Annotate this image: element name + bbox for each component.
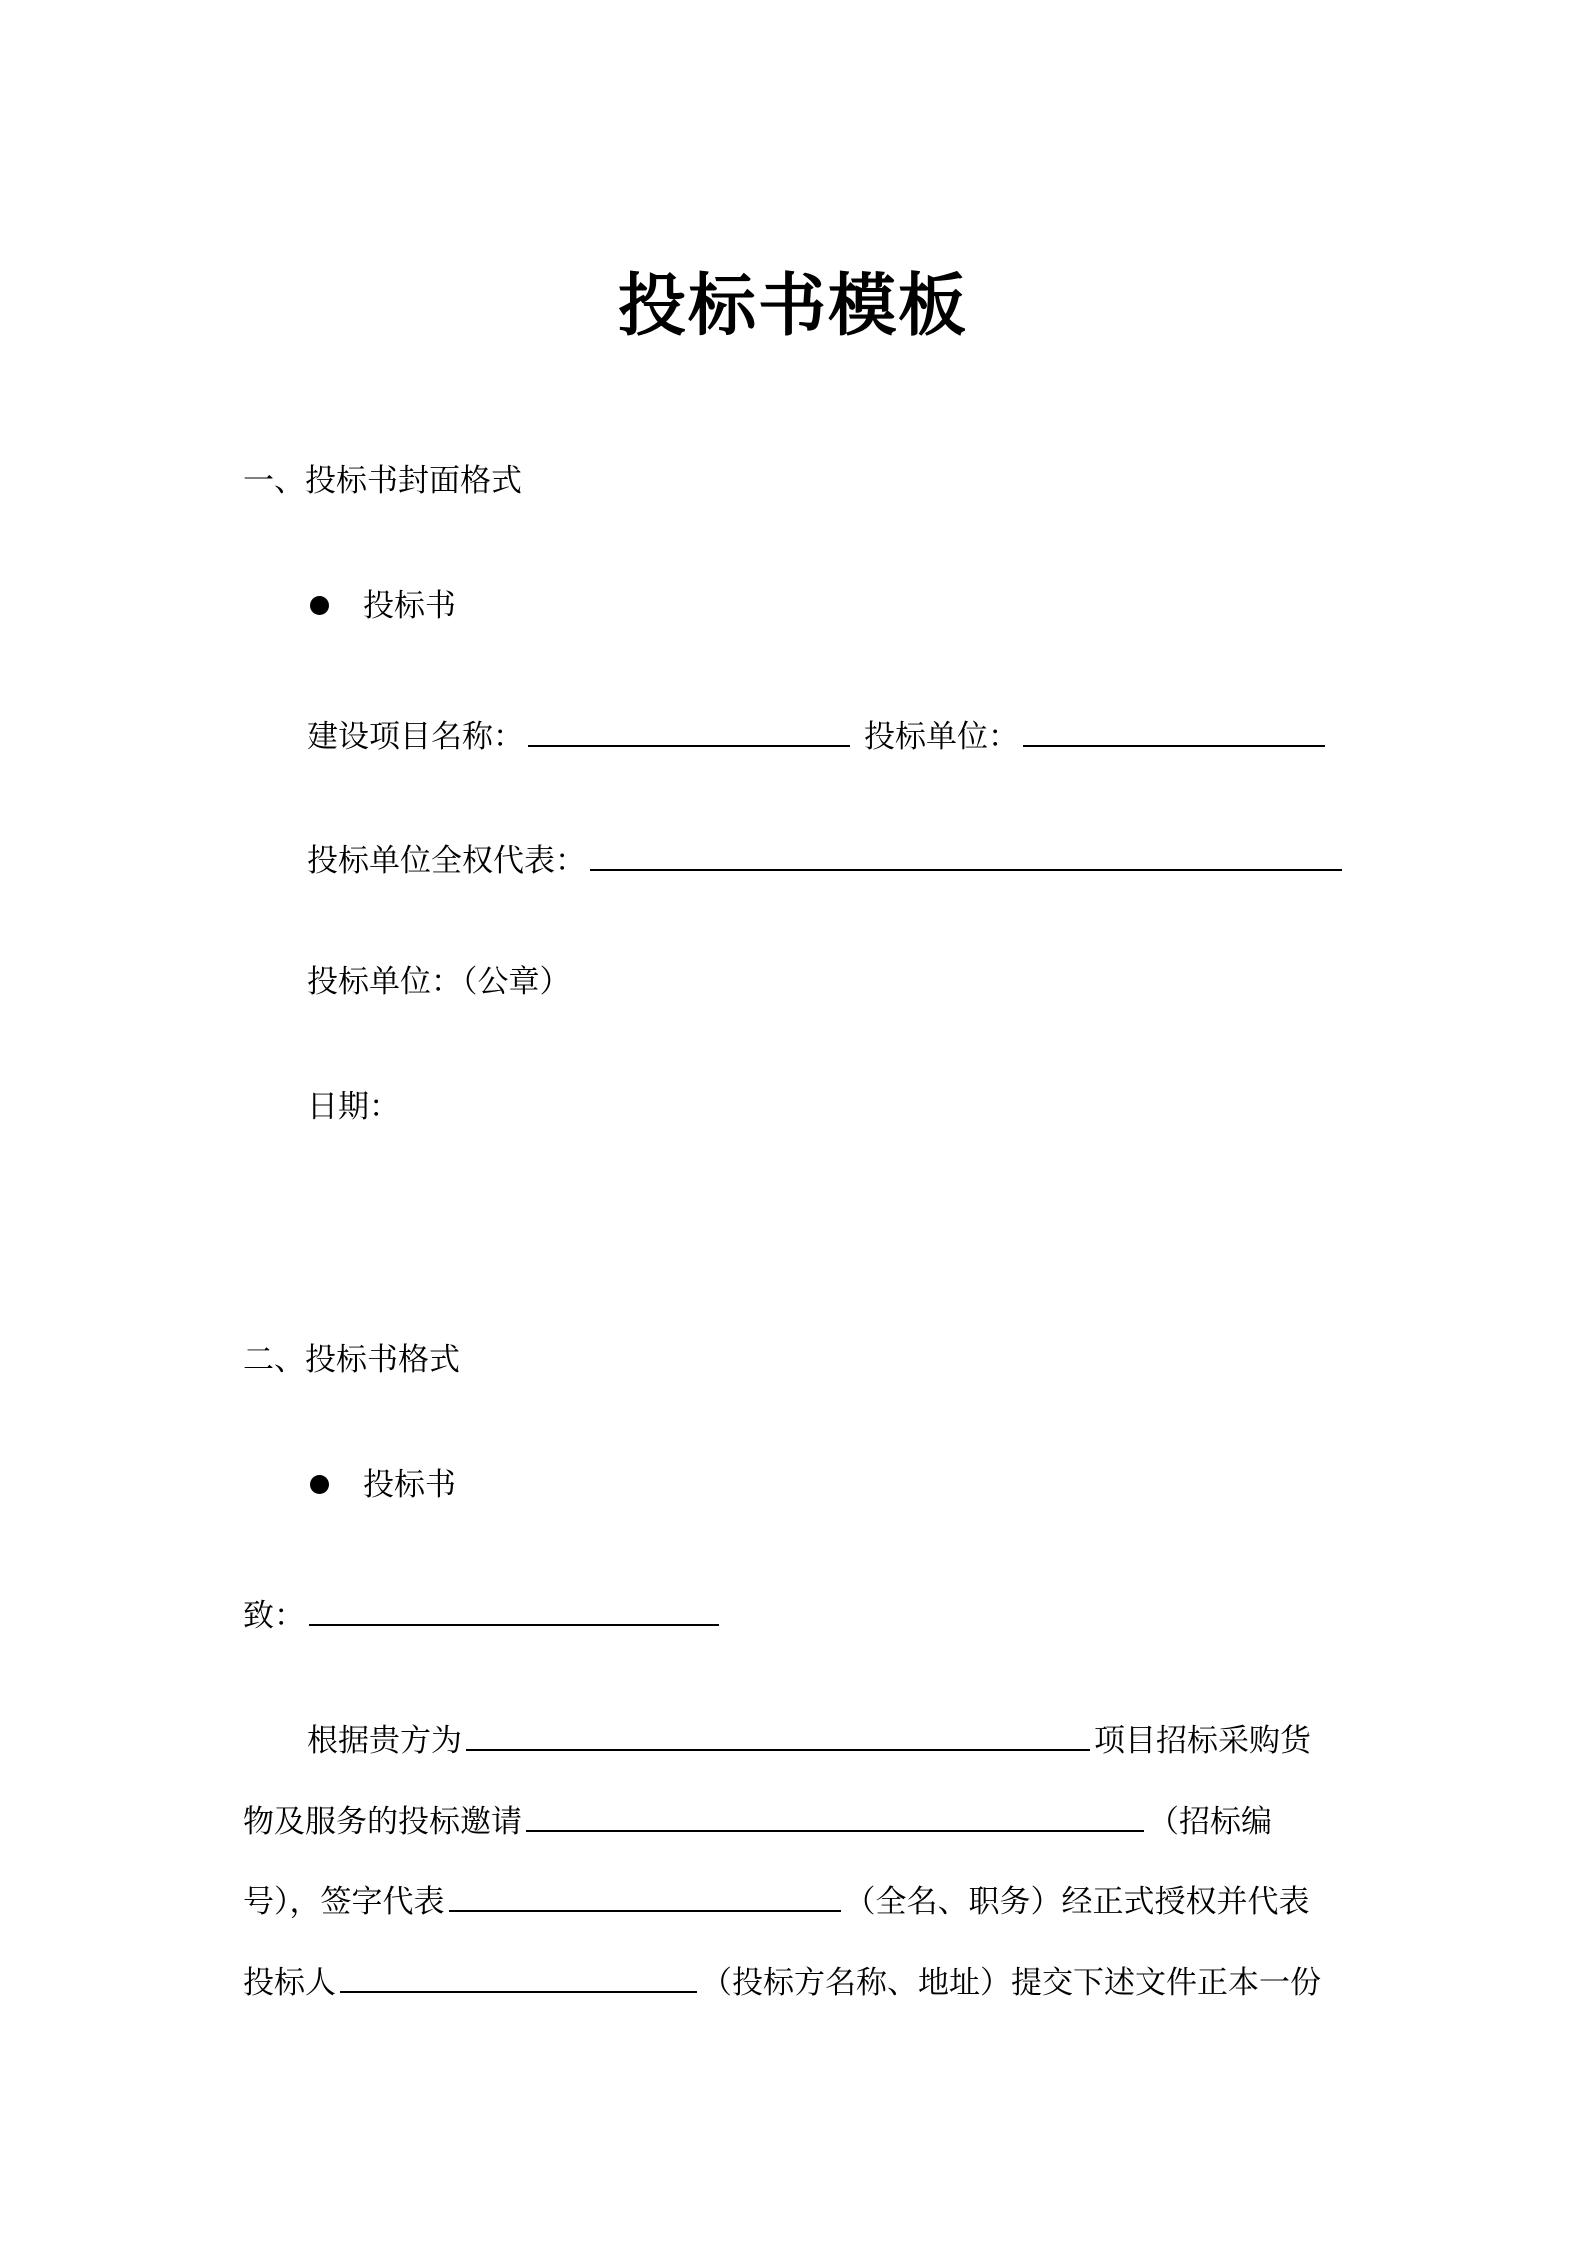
section2-bullet-label: 投标书 xyxy=(363,1467,456,1503)
para-l3-a: 号），签字代表 xyxy=(243,1884,445,1920)
para-l4-a: 投标人 xyxy=(243,1965,336,2001)
para-l4-blank xyxy=(340,1961,697,1993)
para-l2-blank xyxy=(526,1800,1144,1832)
project-name-label: 建设项目名称： xyxy=(307,719,524,755)
para-l2-b: （招标编 xyxy=(1148,1804,1272,1840)
bullet-dot-icon xyxy=(310,596,329,615)
para-line-4 xyxy=(243,1961,1321,2005)
para-line-2 xyxy=(243,1800,1272,1844)
para-l3-b: （全名、职务）经正式授权并代表 xyxy=(844,1884,1310,1920)
representative-blank xyxy=(590,839,1342,871)
date-label: 日期： xyxy=(307,1089,400,1125)
to-label: 致： xyxy=(243,1598,305,1634)
to-blank xyxy=(309,1594,719,1626)
representative-row xyxy=(307,839,1346,883)
para-l2-a: 物及服务的投标邀请 xyxy=(243,1804,522,1840)
seal-label: 投标单位：（公章） xyxy=(307,964,571,1000)
project-name-blank xyxy=(528,715,850,747)
section1-bullet-label: 投标书 xyxy=(363,588,456,624)
para-l3-blank xyxy=(449,1880,841,1912)
para-l1-a: 根据贵方为 xyxy=(307,1723,462,1759)
bid-unit-blank xyxy=(1023,715,1325,747)
section2-heading: 二、投标书格式 xyxy=(243,1342,460,1378)
section1-heading: 一、投标书封面格式 xyxy=(243,463,522,499)
bid-unit-label: 投标单位： xyxy=(864,719,1019,755)
representative-label: 投标单位全权代表： xyxy=(307,843,586,879)
document-title: 投标书模板 xyxy=(617,267,968,346)
para-l1-b: 项目招标采购货 xyxy=(1094,1723,1311,1759)
para-l4-b: （投标方名称、地址）提交下述文件正本一份 xyxy=(701,1965,1321,2001)
para-l1-blank xyxy=(466,1719,1090,1751)
to-row xyxy=(243,1594,723,1638)
bullet-dot-icon xyxy=(310,1475,329,1494)
para-line-3 xyxy=(243,1880,1310,1924)
para-line-1 xyxy=(307,1719,1311,1763)
project-name-row xyxy=(307,715,1329,759)
